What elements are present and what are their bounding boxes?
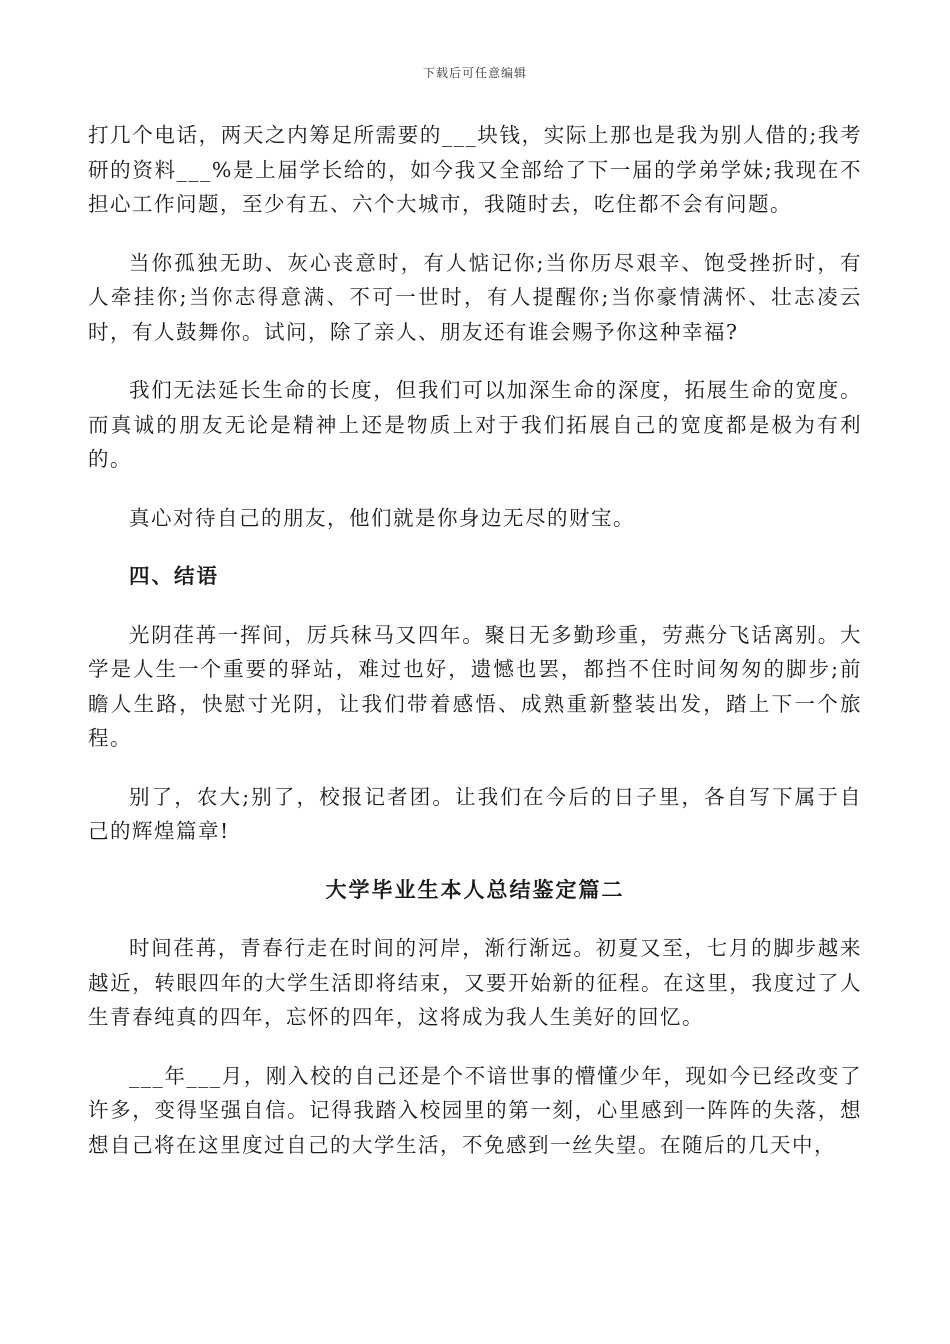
paragraph-treasure: 真心对待自己的朋友，他们就是你身边无尽的财宝。 — [129, 505, 635, 530]
paragraph-conclusion: 光阴荏苒一挥间，厉兵秣马又四年。聚日无多勤珍重，劳燕分飞话离别。大学是人生一个重要的驿站，难过也好，遗憾也罢，都挡不住时间匆匆的脚步;前瞻人生路，快慰寸光阴，让我们带着感悟、成熟重新整装出发，踏上下一个旅程。 — [88, 622, 862, 750]
document-body — [88, 118, 862, 1186]
header-note: 下载后可任意编辑 — [422, 66, 527, 80]
chapter-title: 大学毕业生本人总结鉴定篇二 — [325, 876, 625, 902]
paragraph-friends-care: 当你孤独无助、灰心丧意时，有人惦记你;当你历尽艰辛、饱受挫折时，有人牵挂你;当你志得意满、不可一世时，有人提醒你;当你豪情满怀、壮志凌云时，有人鼓舞你。试问，除了亲人、朋友还有谁会赐予你这种幸福? — [88, 250, 862, 344]
paragraph-continued: 打几个电话，两天之内筹足所需要的___块钱，实际上那也是我为别人借的;我考研的资料___%是上届学长给的，如今我又全部给了下一届的学弟学妹;我现在不担心工作问题，至少有五、六个大城市，我随时去，吃住都不会有问题。 — [88, 123, 862, 216]
paragraph-farewell: 别了，农大;别了，校报记者团。让我们在今后的日子里，各自写下属于自己的辉煌篇章! — [88, 784, 862, 843]
paragraph-freshman: ___年___月，刚入校的自己还是个不谙世事的懵懂少年，现如今已经改变了许多，变得坚强自信。记得我踏入校园里的第一刻，心里感到一阵阵的失落，想想自己将在这里度过自己的大学生活，不免感到一丝失望。在随后的几天中， — [88, 1063, 862, 1157]
paragraph-life-width: 我们无法延长生命的长度，但我们可以加深生命的深度，拓展生命的宽度。而真诚的朋友无论是精神上还是物质上对于我们拓展自己的宽度都是极为有利的。 — [88, 378, 862, 471]
section-heading: 四、结语 — [129, 564, 219, 588]
paragraph-time-passes: 时间荏苒，青春行走在时间的河岸，渐行渐远。初夏又至，七月的脚步越来越近，转眼四年的大学生活即将结束，又要开始新的征程。在这里，我度过了人生青春纯真的四年，忘怀的四年，这将成为我人生美好的回忆。 — [88, 936, 862, 1029]
